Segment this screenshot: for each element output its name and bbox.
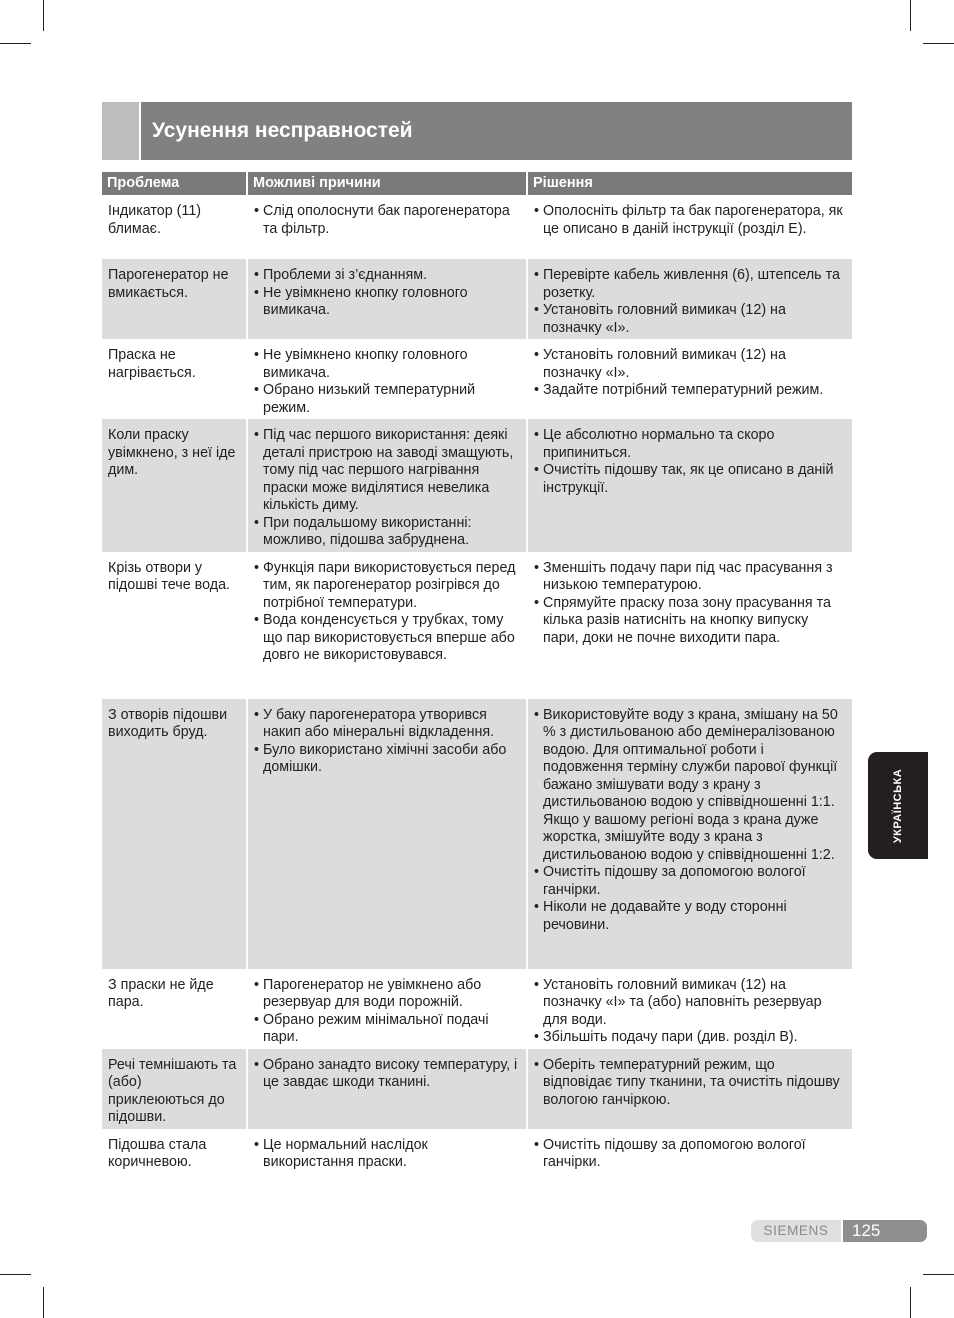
table-row xyxy=(102,195,852,259)
cause-item: • Слід ополоснути бак парогенератора та фільтр. xyxy=(254,203,521,238)
header-problem: Проблема xyxy=(102,172,246,195)
solutions-cell xyxy=(526,552,852,699)
cause-item: • Вода конденсується у трубках, тому що пар використовується вперше або довго не використовувався. xyxy=(254,612,521,665)
crop-mark xyxy=(0,43,31,44)
cause-item: • Обрано занадто високу температуру, і це завдає шкоди тканині. xyxy=(254,1057,521,1092)
crop-mark xyxy=(910,1287,911,1318)
causes-cell xyxy=(246,552,526,699)
solution-item: • Установіть головний вимикач (12) на позначку «I». xyxy=(534,347,847,382)
header-causes: Можливі причини xyxy=(246,172,526,195)
cause-item: • Парогенератор не увімкнено або резервуар для води порожній. xyxy=(254,977,521,1012)
solutions-cell xyxy=(526,419,852,552)
troubleshooting-table xyxy=(102,172,852,1179)
solution-item: • Задайте потрібний температурний режим. xyxy=(534,382,847,400)
cause-item: • Обрано низький температурний режим. xyxy=(254,382,521,417)
solution-item: • Установіть головний вимикач (12) на позначку «I». xyxy=(534,302,847,337)
solution-item: • Ополосніть фільтр та бак парогенератора, як це описано в даній інструкції (розділ E). xyxy=(534,203,847,238)
causes-cell xyxy=(246,969,526,1049)
problem-cell: Підошва стала коричневою. xyxy=(108,1136,207,1170)
solution-item: • Очистіть підошву за допомогою вологої ганчірки. xyxy=(534,1137,847,1172)
cause-item: • Функція пари використовується перед тим, як парогенератор розігрівся до потрібної температури. xyxy=(254,560,521,613)
cause-item: • При подальшому використанні: можливо, підошва забруднена. xyxy=(254,515,521,550)
table-row xyxy=(102,419,852,552)
solution-item: • Очистіть підошву так, як це описано в даній інструкції. xyxy=(534,462,847,497)
causes-cell xyxy=(246,419,526,552)
cause-item: • Це нормальний наслідок використання праски. xyxy=(254,1137,521,1172)
cause-item: • Проблеми зі з’єднанням. xyxy=(254,267,521,285)
table-row xyxy=(102,699,852,969)
solution-item: • Оберіть температурний режим, що відповідає типу тканини, та очистіть підошву вологою ганчіркою. xyxy=(534,1057,847,1110)
solutions-cell xyxy=(526,1129,852,1179)
causes-cell xyxy=(246,1049,526,1129)
solution-item: • Спрямуйте праску поза зону прасування та кілька разів натисніть на кнопку випуску пари, доки не почне виходити пара. xyxy=(534,595,847,648)
problem-cell: Праска не нагрівається. xyxy=(108,347,196,381)
causes-cell xyxy=(246,195,526,259)
cause-item: • У баку парогенератора утворився накип або мінеральні відкладення. xyxy=(254,707,521,742)
solution-item: • Використовуйте воду з крана, змішану на 50 % з дистильованою або демінералізованою водою. Для оптимальної роботи і подовження терміну служби парової функції бажано змішувати воду з крану з дистильованою водою у співвідношенні 1:1. Якщо у вашому регіоні вода з крана дуже жорстка, змішуйте воду з крана з дистильованою водою у співвідношенні 1:2. xyxy=(534,707,847,865)
header-solutions: Рішення xyxy=(526,172,852,195)
solution-item: • Установіть головний вимикач (12) на позначку «I» та (або) наповніть резервуар для води. xyxy=(534,977,847,1030)
crop-mark xyxy=(43,1287,44,1318)
solutions-cell xyxy=(526,195,852,259)
table-row xyxy=(102,1049,852,1129)
cause-item: • Було використано хімічні засоби або домішки. xyxy=(254,742,521,777)
solutions-cell xyxy=(526,259,852,339)
page-number: 125 xyxy=(843,1220,927,1242)
problem-cell: Парогенератор не вмикається. xyxy=(102,259,246,339)
cause-item: • Обрано режим мінімальної подачі пари. xyxy=(254,1012,521,1047)
causes-cell xyxy=(246,339,526,419)
solution-item: • Очистіть підошву за допомогою вологої ганчірки. xyxy=(534,864,847,899)
crop-mark xyxy=(43,0,44,31)
causes-cell xyxy=(246,1129,526,1179)
table-header-row xyxy=(102,172,852,195)
solution-item: • Збільшіть подачу пари (див. розділ B). xyxy=(534,1029,847,1047)
table-row xyxy=(102,339,852,419)
table-row xyxy=(102,1129,852,1179)
solution-item: • Перевірте кабель живлення (6), штепсель та розетку. xyxy=(534,267,847,302)
solutions-cell xyxy=(526,699,852,969)
problem-cell: Речі темнішають та (або) приклеюються до підошви. xyxy=(102,1049,246,1129)
crop-mark xyxy=(923,43,954,44)
solutions-cell xyxy=(526,969,852,1049)
cause-item: • Під час першого використання: деякі деталі пристрою на заводі змащують, тому під час першого нагрівання праски може виділятися невелика кількість диму. xyxy=(254,427,521,515)
solution-item: • Це абсолютно нормально та скоро припиниться. xyxy=(534,427,847,462)
language-tab-label: УКРАЇНСЬКА xyxy=(892,768,904,843)
footer-brand: SIEMENS xyxy=(751,1220,841,1242)
problem-cell: Крізь отвори у підошві тече вода. xyxy=(108,559,230,593)
problem-cell: Індикатор (11) блимає. xyxy=(108,203,202,237)
cause-item: • Не увімкнено кнопку головного вимикача. xyxy=(254,347,521,382)
solution-item: • Ніколи не додавайте у воду сторонні речовини. xyxy=(534,899,847,934)
crop-mark xyxy=(923,1274,954,1275)
crop-mark xyxy=(910,0,911,31)
causes-cell xyxy=(246,259,526,339)
language-tab xyxy=(868,752,928,859)
crop-mark xyxy=(0,1274,31,1275)
table-row xyxy=(102,259,852,339)
problem-cell: З праски не йде пара. xyxy=(108,976,214,1010)
problem-cell: Коли праску увімкнено, з неї іде дим. xyxy=(102,419,246,552)
table-row xyxy=(102,552,852,699)
cause-item: • Не увімкнено кнопку головного вимикача. xyxy=(254,285,521,320)
page-title: Усунення несправностей xyxy=(141,102,852,160)
solutions-cell xyxy=(526,1049,852,1129)
solutions-cell xyxy=(526,339,852,419)
title-banner-accent xyxy=(102,102,139,160)
problem-cell: З отворів підошви виходить бруд. xyxy=(102,699,246,969)
causes-cell xyxy=(246,699,526,969)
solution-item: • Зменшіть подачу пари під час прасування з низькою температурою. xyxy=(534,560,847,595)
table-row xyxy=(102,969,852,1049)
